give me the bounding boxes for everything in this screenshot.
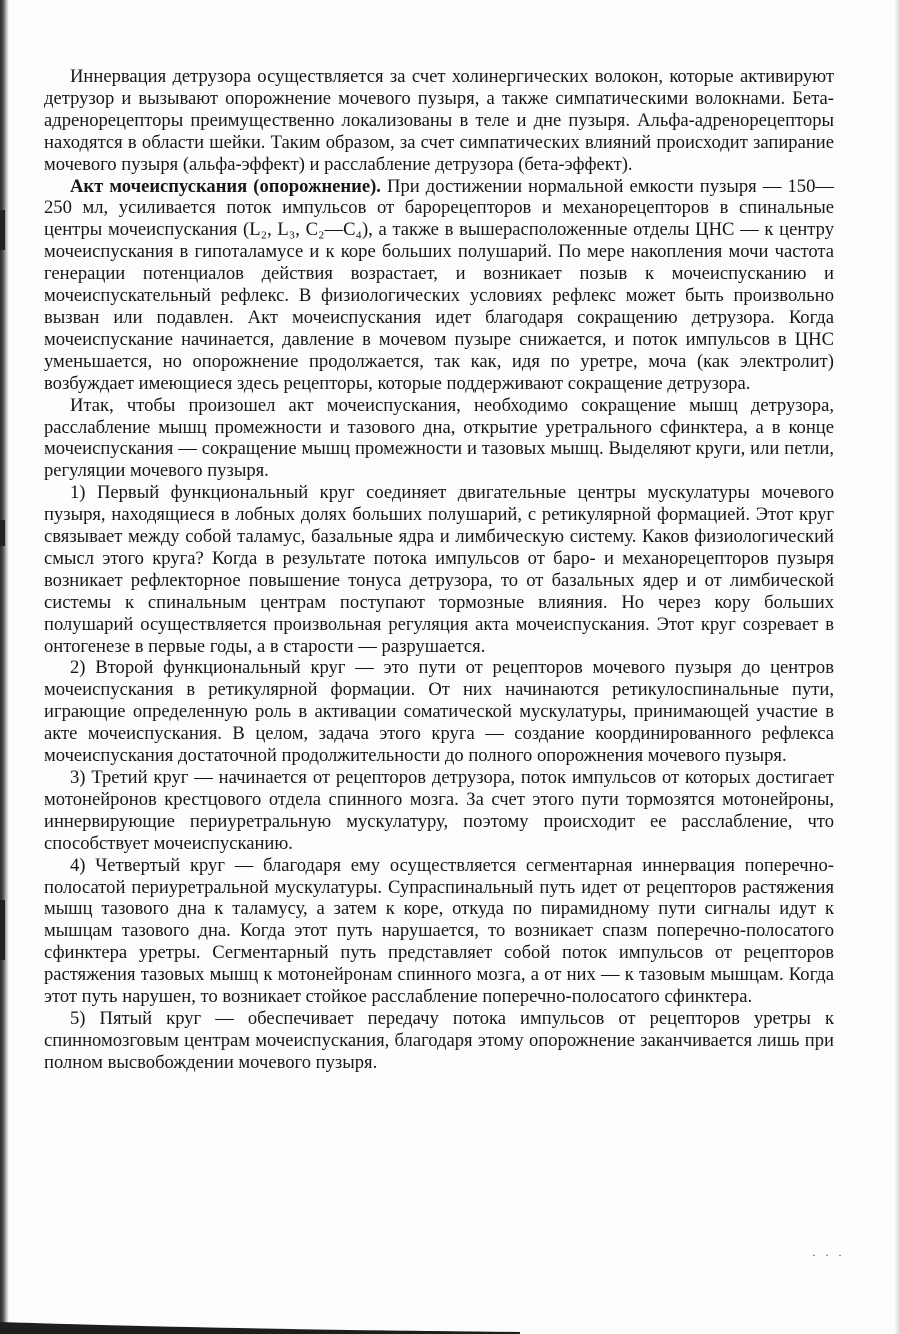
list-item xyxy=(44,1008,834,1074)
scan-dust: · · · xyxy=(812,1248,845,1262)
paragraph-text: 2) Второй функциональный круг — это пути от рецепторов мочевого пузыря до центров мочеиспускания в ретикулярной формации. От них начинаются ретикулоспинальные пути, играющие определенную роль в активации соматической мускулатуры, принимающей участие в акте мочеиспускания. В целом, задача этого круга — создание координированного рефлекса мочеиспускания достаточной продолжительности до полного опорожнения мочевого пузыря. xyxy=(44,657,834,767)
scan-artifact xyxy=(0,900,5,960)
paragraph xyxy=(44,66,834,176)
page-edge-shadow xyxy=(894,0,900,1334)
list-item xyxy=(44,855,834,1008)
paragraph-text: 3) Третий круг — начинается от рецепторов детрузора, поток импульсов от которых достигает мотонейронов крестцового отдела спинного мозга. За счет этого пути тормозятся мотонейроны, иннервирующие периуретральную мускулатуру, поэтому происходит ее расслабление, что способствует мочеиспусканию. xyxy=(44,767,834,854)
binding-shadow xyxy=(0,0,9,1334)
list-item xyxy=(44,767,834,855)
list-item xyxy=(44,482,834,657)
paragraph-lead: Акт мочеиспускания (опорожнение). xyxy=(70,175,381,197)
paragraph-text: При достижении нормальной емкости пузыря — 150—250 мл, усиливается поток импульсов от барорецепторов и механорецепторов в спинальные центры мочеиспускания (L₂, L₃, C₂—C₄), а также в вышерасположенные отделы ЦНС — к центру мочеиспускания в гипоталамусе и к коре больших полушарий. По мере накопления мочи частота генерации потенциалов действия возрастает, и возникает позыв к мочеиспусканию и мочеиспускательный рефлекс. В физиологических условиях рефлекс может быть произвольно вызван или подавлен. Акт мочеиспускания идет благодаря сокращению детрузора. Когда мочеиспускание начинается, давление в мочевом пузыре снижается, и поток импульсов в ЦНС уменьшается, но опорожнение продолжается, так как, идя по уретре, моча (как электролит) возбуждает имеющиеся здесь рецепторы, которые поддерживают сокращение детрузора. xyxy=(44,175,834,394)
paragraph-text: Итак, чтобы произошел акт мочеиспускания, необходимо сокращение мышц детрузора, расслабление мышц промежности и тазового дна, открытие уретрального сфинктера, а в конце мочеиспускания — сокращение мышц промежности и тазовых мышц. Выделяют круги, или петли, регуляции мочевого пузыря. xyxy=(44,394,834,482)
paragraph-text: 4) Четвертый круг — благодаря ему осуществляется сегментарная иннервация поперечно-полосатой периуретральной мускулатуры. Супраспинальный путь идет от рецепторов растяжения мышц тазового дна к таламусу, а затем к коре, откуда по пирамидному пути сигналы идут к мышцам тазового дна. Когда этот путь нарушается, то возникает спазм поперечно-полосатого сфинктера уретры. Сегментарный путь представляет собой поток импульсов от рецепторов растяжения тазовых мышц к мотонейронам спинного мозга, а от них — к тазовым мышцам. Когда этот путь нарушен, то возникает стойкое расслабление поперечно-полосатого сфинктера. xyxy=(44,854,834,1008)
paragraph-text: 1) Первый функциональный круг соединяет двигательные центры мускулатуры мочевого пузыря, находящиеся в лобных долях больших полушарий, с ретикулярной формацией. Этот круг связывает между собой таламус, базальные ядра и лимбическую систему. Каков физиологический смысл этого круга? Когда в результате потока импульсов от баро- и механорецепторов пузыря возникает рефлекторное повышение тонуса детрузора, то от базальных ядер и от лимбической системы к спинальным центрам поступают тормозные влияния. Но через кору больших полушарий осуществляется произвольная регуляция акта мочеиспускания. Этот круг созревает в онтогенезе в первые годы, а в старости — разрушается. xyxy=(44,482,834,657)
bottom-scan-shadow xyxy=(0,1320,520,1334)
body-text xyxy=(44,66,834,1074)
scan-artifact xyxy=(0,210,5,250)
paragraph-text: Иннервация детрузора осуществляется за счет холинергических волокон, которые активируют детрузор и вызывают опорожнение мочевого пузыря, а также симпатическими волокнами. Бета-адренорецепторы преимущественно локализованы в теле и дне пузыря. Альфа-адренорецепторы находятся в области шейки. Таким образом, за счет симпатических влияний происходит запирание мочевого пузыря (альфа-эффект) и расслабление детрузора (бета-эффект). xyxy=(44,66,834,175)
list-item xyxy=(44,657,834,767)
scan-artifact xyxy=(0,520,5,546)
paragraph-text: 5) Пятый круг — обеспечивает передачу потока импульсов от рецепторов уретры к спинномозговым центрам мочеиспускания, благодаря этому опорожнение заканчивается лишь при полном высвобождении мочевого пузыря. xyxy=(44,1007,834,1073)
paragraph xyxy=(44,176,834,395)
paragraph xyxy=(44,395,834,483)
